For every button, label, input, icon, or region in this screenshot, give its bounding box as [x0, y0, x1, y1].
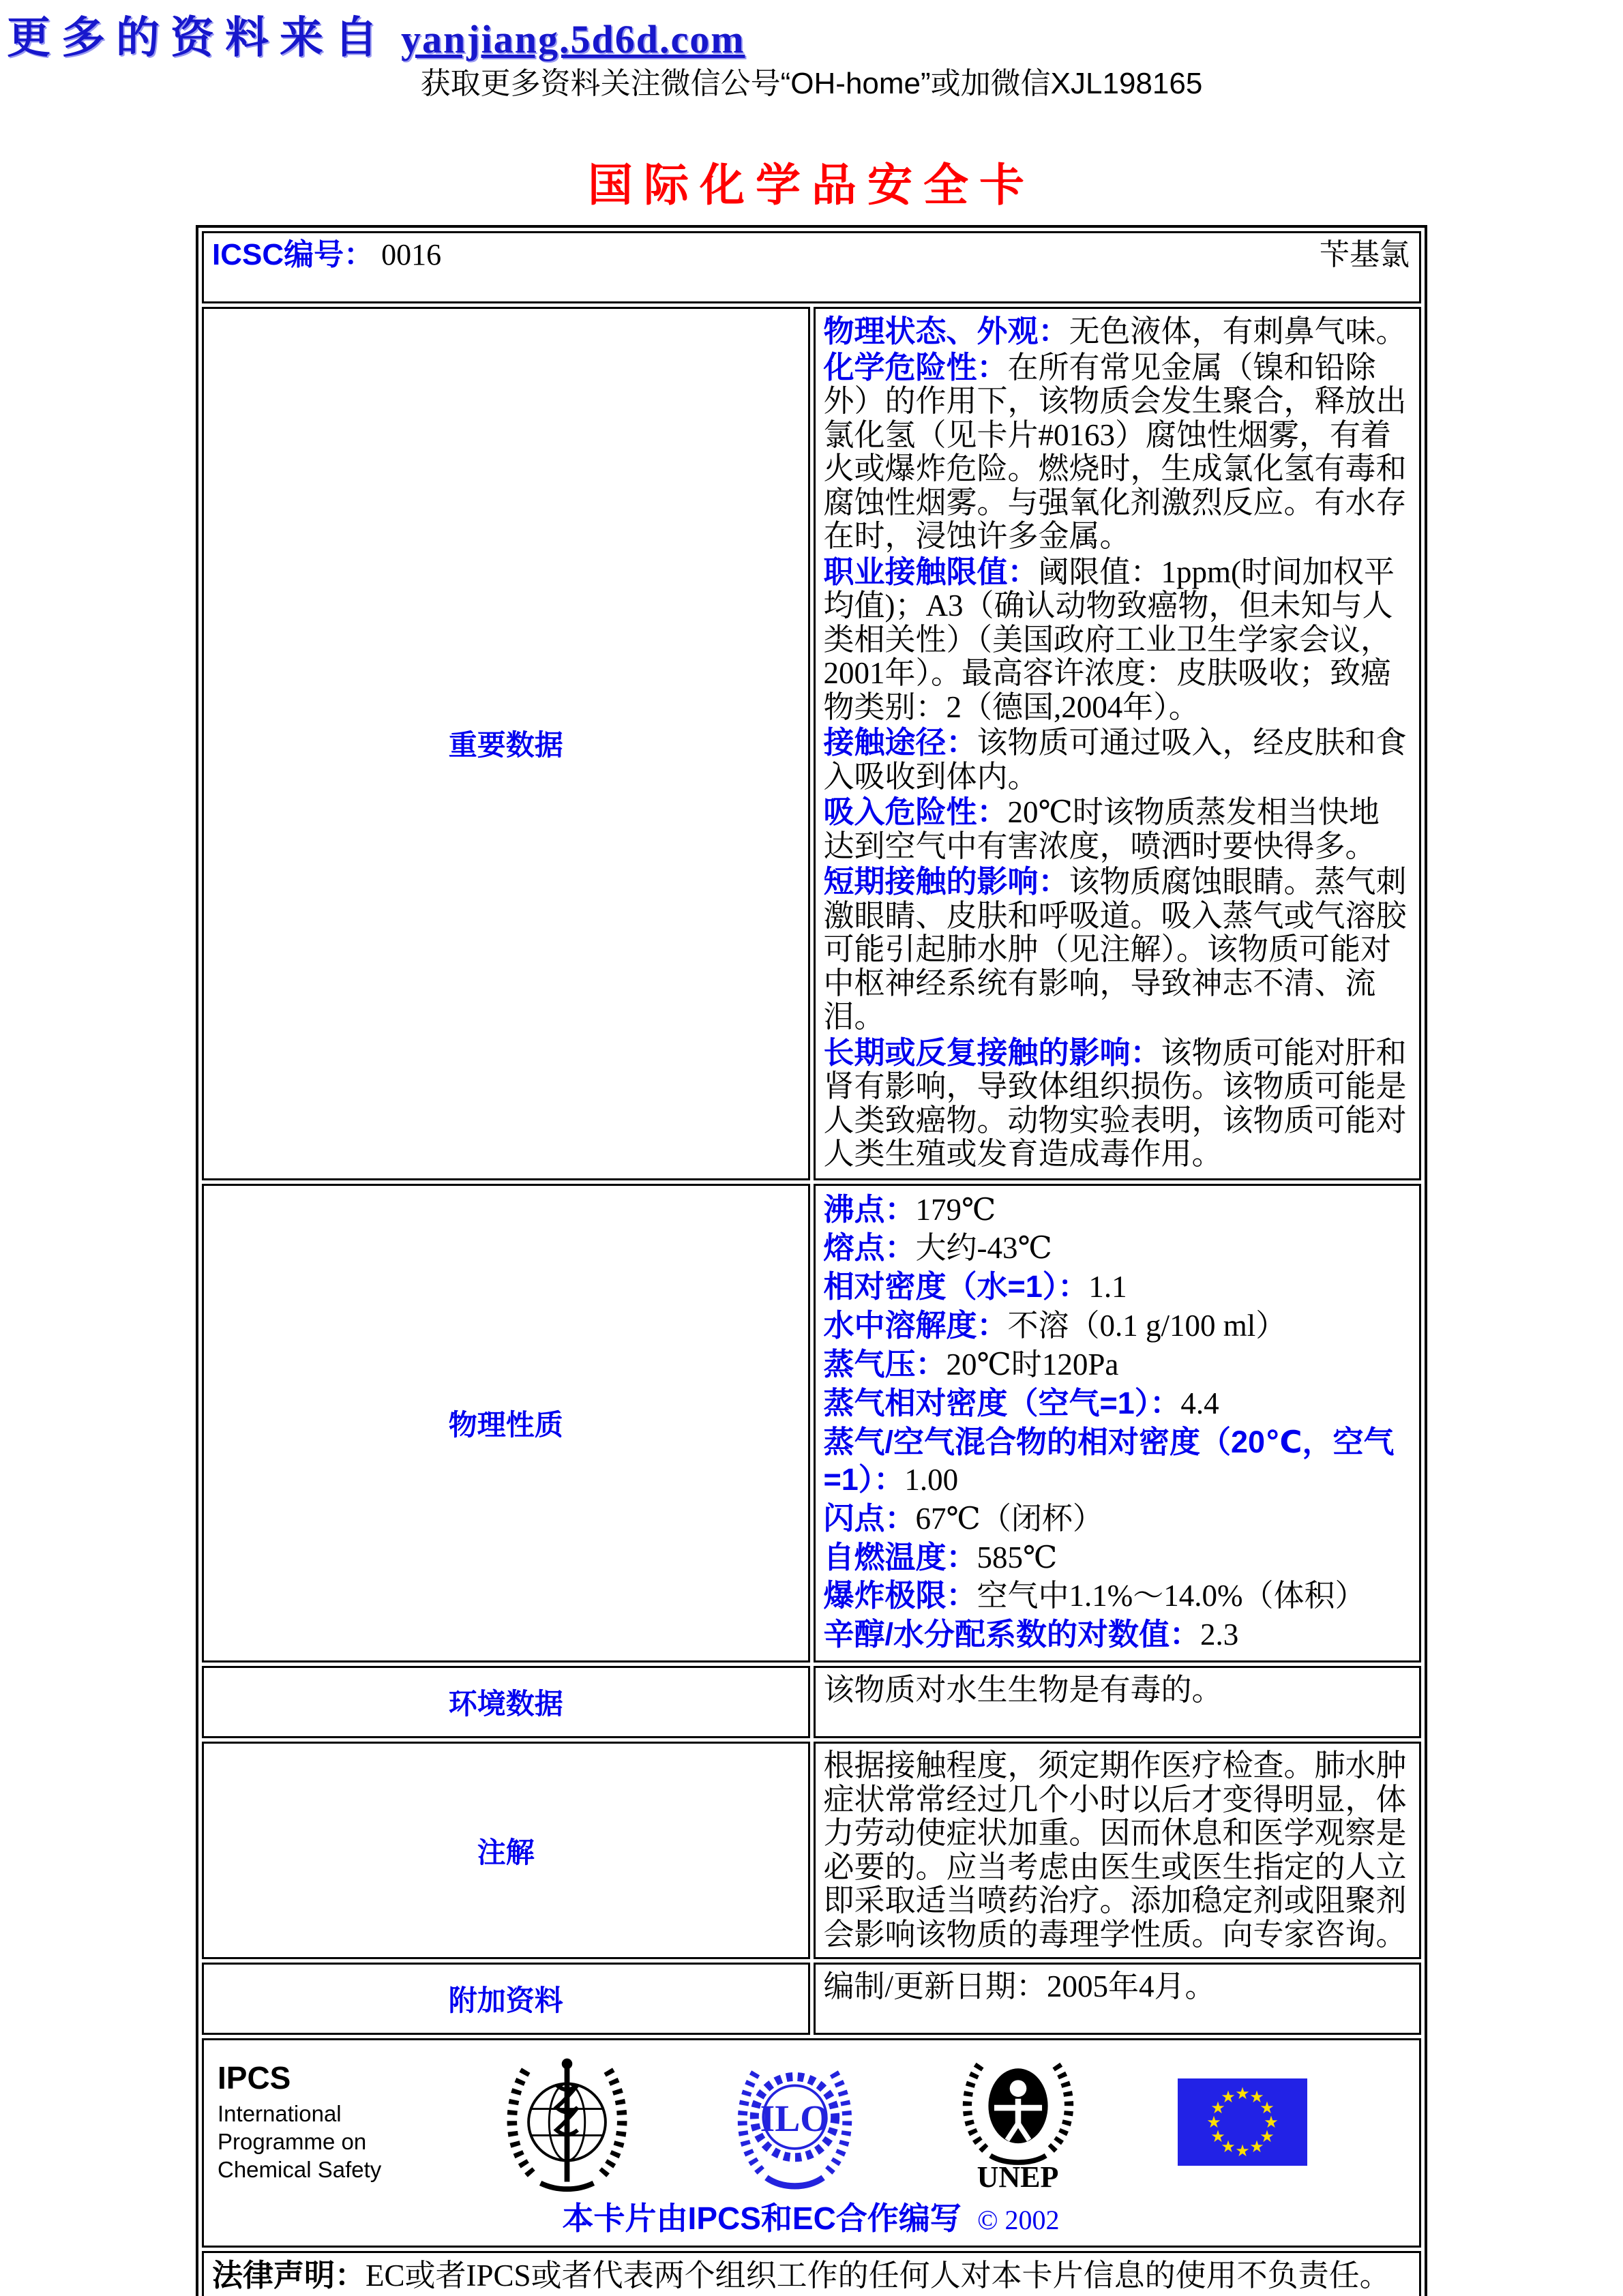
organizations-cell [202, 2038, 1421, 2248]
notes-row [202, 1742, 1421, 1959]
svg-text:★: ★ [1210, 2098, 1225, 2118]
section-label-environment: 环境数据 [202, 1666, 810, 1738]
section-label-notes: 注解 [202, 1742, 810, 1959]
section-label-physical: 物理性质 [202, 1184, 810, 1663]
organizations-row [202, 2038, 1421, 2248]
data-item: 物理状态、外观：无色液体，有刺鼻气味。 [823, 314, 1407, 348]
banner [7, 3, 745, 65]
physical-properties-row [202, 1184, 1421, 1663]
svg-text:★: ★ [1260, 2098, 1275, 2118]
legal-notice-row [202, 2251, 1421, 2296]
card-header-row [202, 231, 1421, 303]
svg-text:★: ★ [1264, 2113, 1279, 2132]
environment-data-row [202, 1666, 1421, 1738]
property-item: 相对密度（水=1）：1.1 [823, 1269, 1127, 1304]
banner-link[interactable]: yanjiang.5d6d.com [401, 17, 745, 61]
legal-notice-cell [202, 2251, 1421, 2296]
svg-text:★: ★ [1235, 2084, 1250, 2104]
page-title: 国际化学品安全卡 [588, 160, 1035, 210]
section-content-notes: 根据接触程度，须定期作医疗检查。肺水肿症状常常经过几个小时以后才变得明显，体力劳动使症状加重。因而休息和医学观察是必要的。应当考虑由医生或医生指定的人立即采取适当喷药治疗。添加稳定剂或阻聚剂会影响该物质的毒理学性质。向专家咨询。 [814, 1742, 1422, 1959]
ipcs-full-name-line: Chemical Safety [218, 2157, 382, 2183]
svg-text:★: ★ [1206, 2113, 1221, 2132]
data-item: 化学危险性：在所有常见金属（镍和铅除外）的作用下，该物质会发生聚合，释放出氯化氢（见卡片#0163）腐蚀性烟雾，有着火或爆炸危险。燃烧时，生成氯化氢有毒和腐蚀性烟雾。与强氧化剂激烈反应。有水存在时，浸蚀许多金属。 [823, 349, 1407, 553]
substance-name: 苄基氯 [1320, 238, 1410, 271]
property-item: 蒸气相对密度（空气=1）：4.4 [823, 1385, 1219, 1420]
ipcs-full-name-line: Programme on [218, 2128, 367, 2154]
section-content-additional: 编制/更新日期：2005年4月。 [814, 1963, 1422, 2035]
data-item: 长期或反复接触的影响：该物质可能对肝和肾有影响，导致体组织损伤。该物质可能是人类致癌物。动物实验表明，该物质可能对人类生殖或发育造成毒作用。 [823, 1034, 1407, 1171]
credit-year: © 2002 [977, 2205, 1060, 2236]
svg-text:★: ★ [1249, 2137, 1264, 2157]
property-item: 闪点：67℃（闭杯） [823, 1500, 1103, 1536]
section-label-additional: 附加资料 [202, 1963, 810, 2035]
credit-text: 本卡片由IPCS和EC合作编写 [562, 2201, 962, 2237]
property-item: 水中溶解度：不溶（0.1 g/100 ml） [823, 1308, 1287, 1343]
additional-info-row [202, 1963, 1421, 2035]
svg-text:★: ★ [1249, 2087, 1264, 2107]
property-item: 沸点：179℃ [823, 1191, 996, 1227]
data-item: 吸入危险性：20℃时该物质蒸发相当快地达到空气中有害浓度，喷洒时要快得多。 [823, 794, 1380, 863]
section-content-physical [814, 1184, 1422, 1663]
property-item: 蒸气压：20℃时120Pa [823, 1347, 1119, 1382]
svg-text:★: ★ [1221, 2087, 1236, 2107]
section-content-important [814, 307, 1422, 1180]
ipcs-full-name-line: International [218, 2100, 342, 2126]
unep-icon [957, 2051, 1079, 2194]
credit-line [212, 2201, 1410, 2237]
icsc-number [212, 239, 441, 271]
svg-text:★: ★ [1235, 2141, 1250, 2161]
svg-text:★: ★ [1221, 2137, 1236, 2157]
data-item: 接触途径：该物质可通过吸入，经皮肤和食入吸收到体内。 [823, 725, 1407, 794]
section-label-important: 重要数据 [202, 307, 810, 1180]
svg-text:★: ★ [1210, 2127, 1225, 2147]
eu-flag-icon [1178, 2078, 1307, 2166]
icsc-number-value: 0016 [381, 238, 442, 271]
legal-label: 法律声明： [212, 2258, 366, 2293]
unep-label: UNEP [977, 2160, 1059, 2194]
logo-row [212, 2046, 1410, 2194]
banner-text: 更多的资料来自 [7, 13, 389, 62]
data-item: 职业接触限值：阈限值：1ppm(时间加权平均值)；A3（确认动物致癌物，但未知与人类相关性）（美国政府工业卫生学家会议，2001年）。最高容许浓度：皮肤吸收；致癌物类别：2（德国,2004年）。 [823, 554, 1395, 724]
ipcs-abbr: IPCS [218, 2060, 291, 2096]
card-header-cell [202, 231, 1421, 303]
property-item: 蒸气/空气混合物的相对密度（20℃，空气=1）：1.00 [823, 1424, 1395, 1497]
banner-subtitle: 获取更多资料关注微信公号“OH-home”或加微信XJL198165 [420, 67, 1203, 100]
legal-text: EC或者IPCS或者代表两个组织工作的任何人对本卡片信息的使用不负责任。 [366, 2258, 1390, 2293]
safety-card-table [196, 225, 1427, 2296]
ilo-letters: ILO [760, 2098, 830, 2141]
property-item: 爆炸极限：空气中1.1%～14.0%（体积） [823, 1578, 1366, 1613]
property-item: 辛醇/水分配系数的对数值：2.3 [823, 1617, 1239, 1652]
svg-text:★: ★ [1260, 2127, 1275, 2147]
property-item: 熔点：大约-43℃ [823, 1230, 1052, 1266]
who-icon [501, 2051, 634, 2194]
important-data-row [202, 307, 1421, 1180]
property-item: 自燃温度：585℃ [823, 1539, 1058, 1575]
icsc-number-label: ICSC编号： [212, 238, 374, 271]
ilo-icon [732, 2050, 858, 2194]
ipcs-text-block [218, 2061, 402, 2183]
data-item: 短期接触的影响：该物质腐蚀眼睛。蒸气刺激眼睛、皮肤和呼吸道。吸入蒸气或气溶胶可能引起肺水肿（见注解）。该物质可能对中枢神经系统有影响，导致神志不清、流泪。 [823, 864, 1407, 1034]
section-content-environment: 该物质对水生生物是有毒的。 [814, 1666, 1422, 1738]
